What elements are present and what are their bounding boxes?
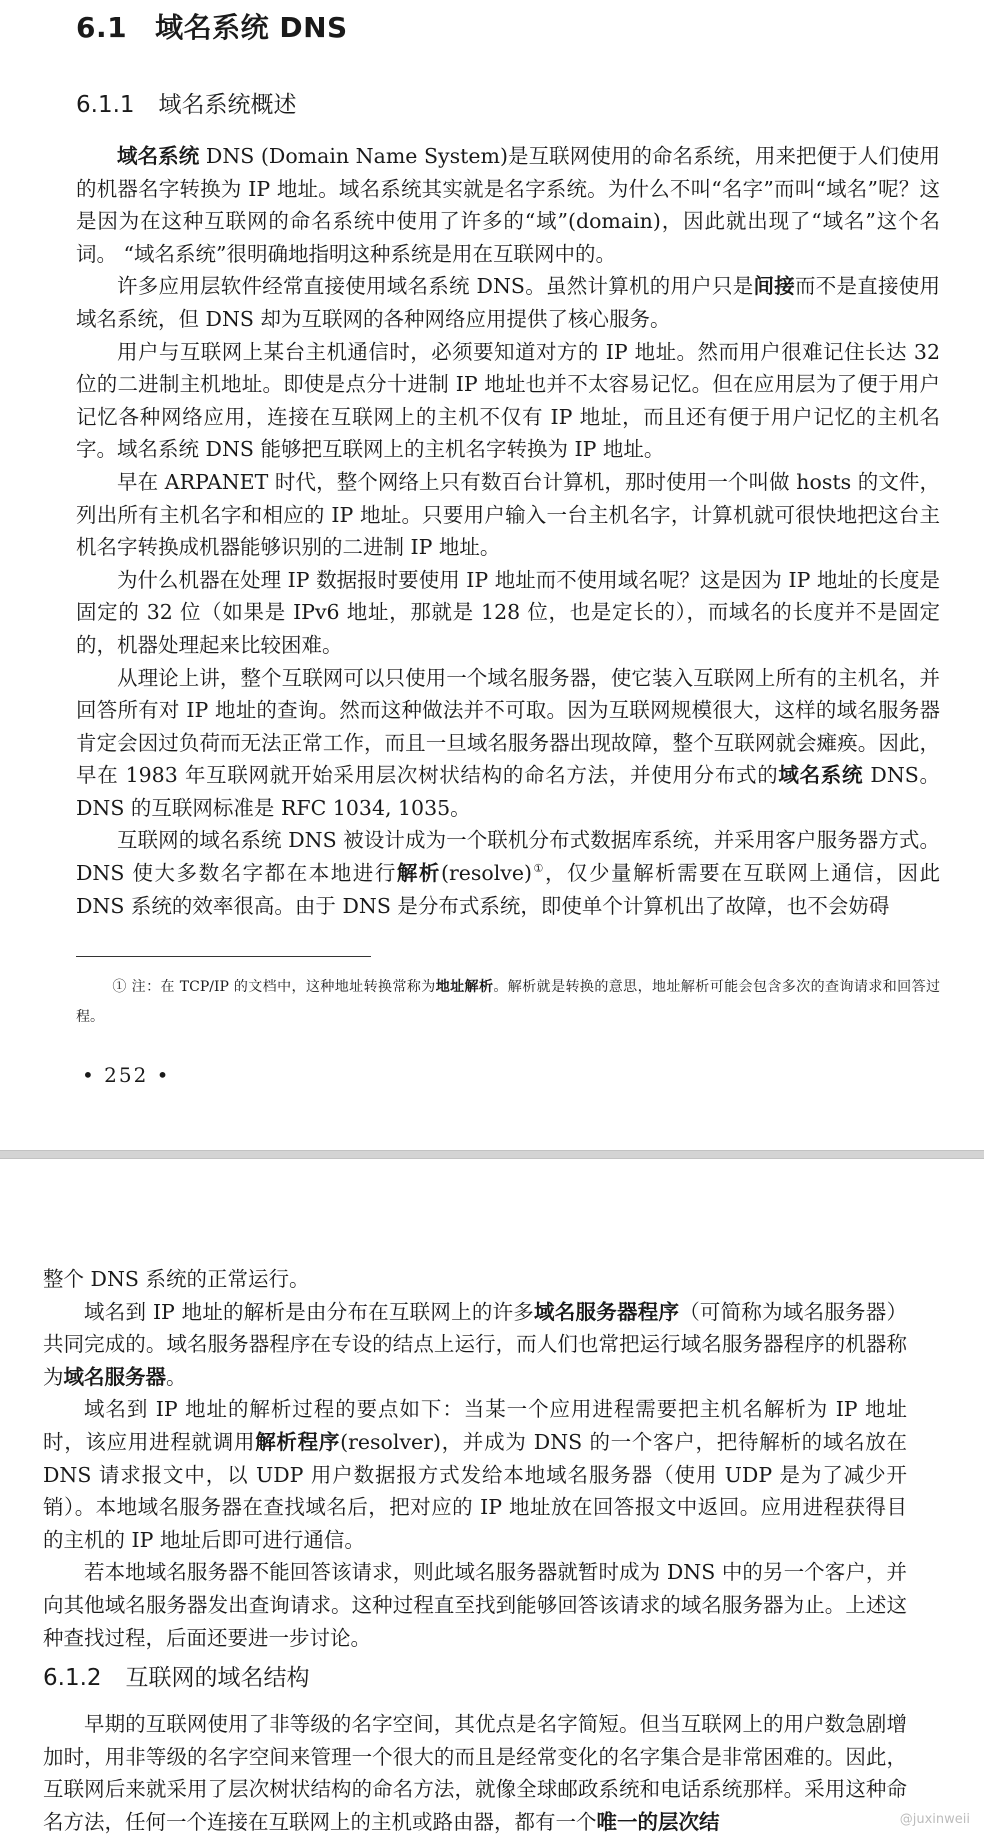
- footnote-marker[interactable]: ①: [532, 862, 545, 876]
- paragraph-3: 用户与互联网上某台主机通信时，必须要知道对方的 IP 地址。然而用户很难记住长达 32 位的二进制主机地址。即使是点分十进制 IP 地址也并不太容易记忆。但在应用层为了便于用户记忆各种网络应用，连接在互联网上的主机不仅有 IP 地址，而且还有便于用户记忆的主机名字。域名系统 DNS 能够把互联网上的主机名字转换为 IP 地址。: [76, 339, 940, 462]
- subsection-heading-6-1-1: [76, 86, 297, 119]
- bold-term: 唯一的层次结: [596, 1809, 720, 1834]
- bold-term: 域名服务器: [63, 1364, 166, 1389]
- watermark: @juxinweii: [899, 1812, 970, 1827]
- paragraph-9: 域名到 IP 地址的解析过程的要点如下：当某一个应用进程需要把主机名解析为 IP 地址时，该应用进程就调用解析程序(resolver)，并成为 DNS 的一个客户，把待解析的域名放在 DNS 请求报文中，以 UDP 用户数据报方式发给本地域名服务器（使用 UDP 是为了减少开销）。本地域名服务器在查找域名后，把对应的 IP 地址放在回答报文中返回。应用进程获得目的主机的 IP 地址后即可进行通信。: [43, 1397, 908, 1552]
- bold-term: 域名系统: [778, 763, 864, 788]
- body-text: [76, 140, 940, 922]
- paragraph-4: 早在 ARPANET 时代，整个网络上只有数百台计算机，那时使用一个叫做 hosts 的文件，列出所有主机名字和相应的 IP 地址。只要用户输入一台主机名字，计算机就可很快地把这台主机名字转换成机器能够识别的二进制 IP 地址。: [76, 469, 940, 560]
- footnote: ① 注：在 TCP/IP 的文档中，这种地址转换常称为地址解析。解析就是转换的意思，地址解析可能会包含多次的查询请求和回答过程。: [76, 979, 940, 1025]
- page-separator: [0, 1150, 984, 1159]
- bold-term: 间接: [753, 274, 795, 299]
- paragraph-6: 从理论上讲，整个互联网可以只使用一个域名服务器，使它装入互联网上所有的主机名，并回答所有对 IP 地址的查询。然而这种做法并不可取。因为互联网规模很大，这样的域名服务器肯定会因过负荷而无法正常工作，而且一旦域名服务器出现故障，整个互联网就会瘫痪。因此，早在 1983 年互联网就开始采用层次树状结构的命名方法，并使用分布式的域名系统 DNS。DNS 的互联网标准是 RFC 1034, 1035。: [76, 665, 941, 820]
- body-text-6-1-2: [43, 1708, 907, 1835]
- subsection-title: 互联网的域名结构: [125, 1665, 310, 1691]
- paragraph-2: 许多应用层软件经常直接使用域名系统 DNS。虽然计算机的用户只是间接而不是直接使用域名系统，但 DNS 却为互联网的各种网络应用提供了核心服务。: [76, 274, 941, 331]
- paragraph-continuation: 整个 DNS 系统的正常运行。: [43, 1267, 310, 1291]
- paragraph-11: 早期的互联网使用了非等级的名字空间，其优点是名字简短。但当互联网上的用户数急剧增加时，用非等级的名字空间来管理一个很大的而且是经常变化的名字集合是非常困难的。因此，互联网后来就采用了层次树状结构的命名方法，就像全球邮政系统和电话系统那样。采用这种命名方法，任何一个连接在互联网上的主机或路由器，都有一个唯一的层次结: [43, 1712, 907, 1834]
- subsection-title: 域名系统概述: [158, 92, 297, 118]
- section-title: 域名系统 DNS: [155, 11, 348, 44]
- paragraph-5: 为什么机器在处理 IP 数据报时要使用 IP 地址而不使用域名呢？这是因为 IP 地址的长度是固定的 32 位（如果是 IPv6 地址，那就是 128 位，也是定长的），而域名的长度并不是固定的，机器处理起来比较困难。: [76, 567, 940, 657]
- footnote-divider: [76, 956, 371, 957]
- page-number: • 252 •: [82, 1063, 171, 1087]
- bold-term: 域名服务器程序: [534, 1299, 680, 1324]
- section-number: 6.1: [76, 11, 128, 44]
- subsection-number: 6.1.2: [43, 1665, 102, 1691]
- paragraph-7: 互联网的域名系统 DNS 被设计成为一个联机分布式数据库系统，并采用客户服务器方式。DNS 使大多数名字都在本地进行解析(resolve)①，仅少量解析需要在互联网上通信，因此 DNS 系统的效率很高。由于 DNS 是分布式系统，即使单个计算机出了故障，也不会妨碍: [76, 828, 941, 918]
- textbook-page-253: [0, 1159, 984, 1835]
- body-text-continued: [43, 1263, 907, 1654]
- subsection-heading-6-1-2: [43, 1659, 310, 1692]
- subsection-number: 6.1.1: [76, 92, 135, 118]
- paragraph-8: 域名到 IP 地址的解析是由分布在互联网上的许多域名服务器程序（可简称为域名服务器）共同完成的。域名服务器程序在专设的结点上运行，而人们也常把运行域名服务器程序的机器称为域名服务器。: [43, 1299, 908, 1389]
- paragraph-10: 若本地域名服务器不能回答该请求，则此域名服务器就暂时成为 DNS 中的另一个客户，并向其他域名服务器发出查询请求。这种过程直至找到能够回答该请求的域名服务器为止。上述这种查找过程，后面还要进一步讨论。: [43, 1560, 907, 1650]
- section-heading: [76, 6, 348, 46]
- bold-term: 域名系统: [117, 144, 200, 168]
- bold-term: 地址解析: [435, 979, 494, 995]
- bold-term: 解析: [396, 861, 441, 886]
- bold-term: 解析程序: [255, 1429, 341, 1454]
- paragraph-1: 域名系统 DNS (Domain Name System)是互联网使用的命名系统，用来把便于人们使用的机器名字转换为 IP 地址。域名系统其实就是名字系统。为什么不叫“名字”而叫“域名”呢？这是因为在这种互联网的命名系统中使用了许多的“域”(domain)，因此就出现了“域名”这个名词。 “域名系统”很明确地指明这种系统是用在互联网中的。: [76, 144, 940, 266]
